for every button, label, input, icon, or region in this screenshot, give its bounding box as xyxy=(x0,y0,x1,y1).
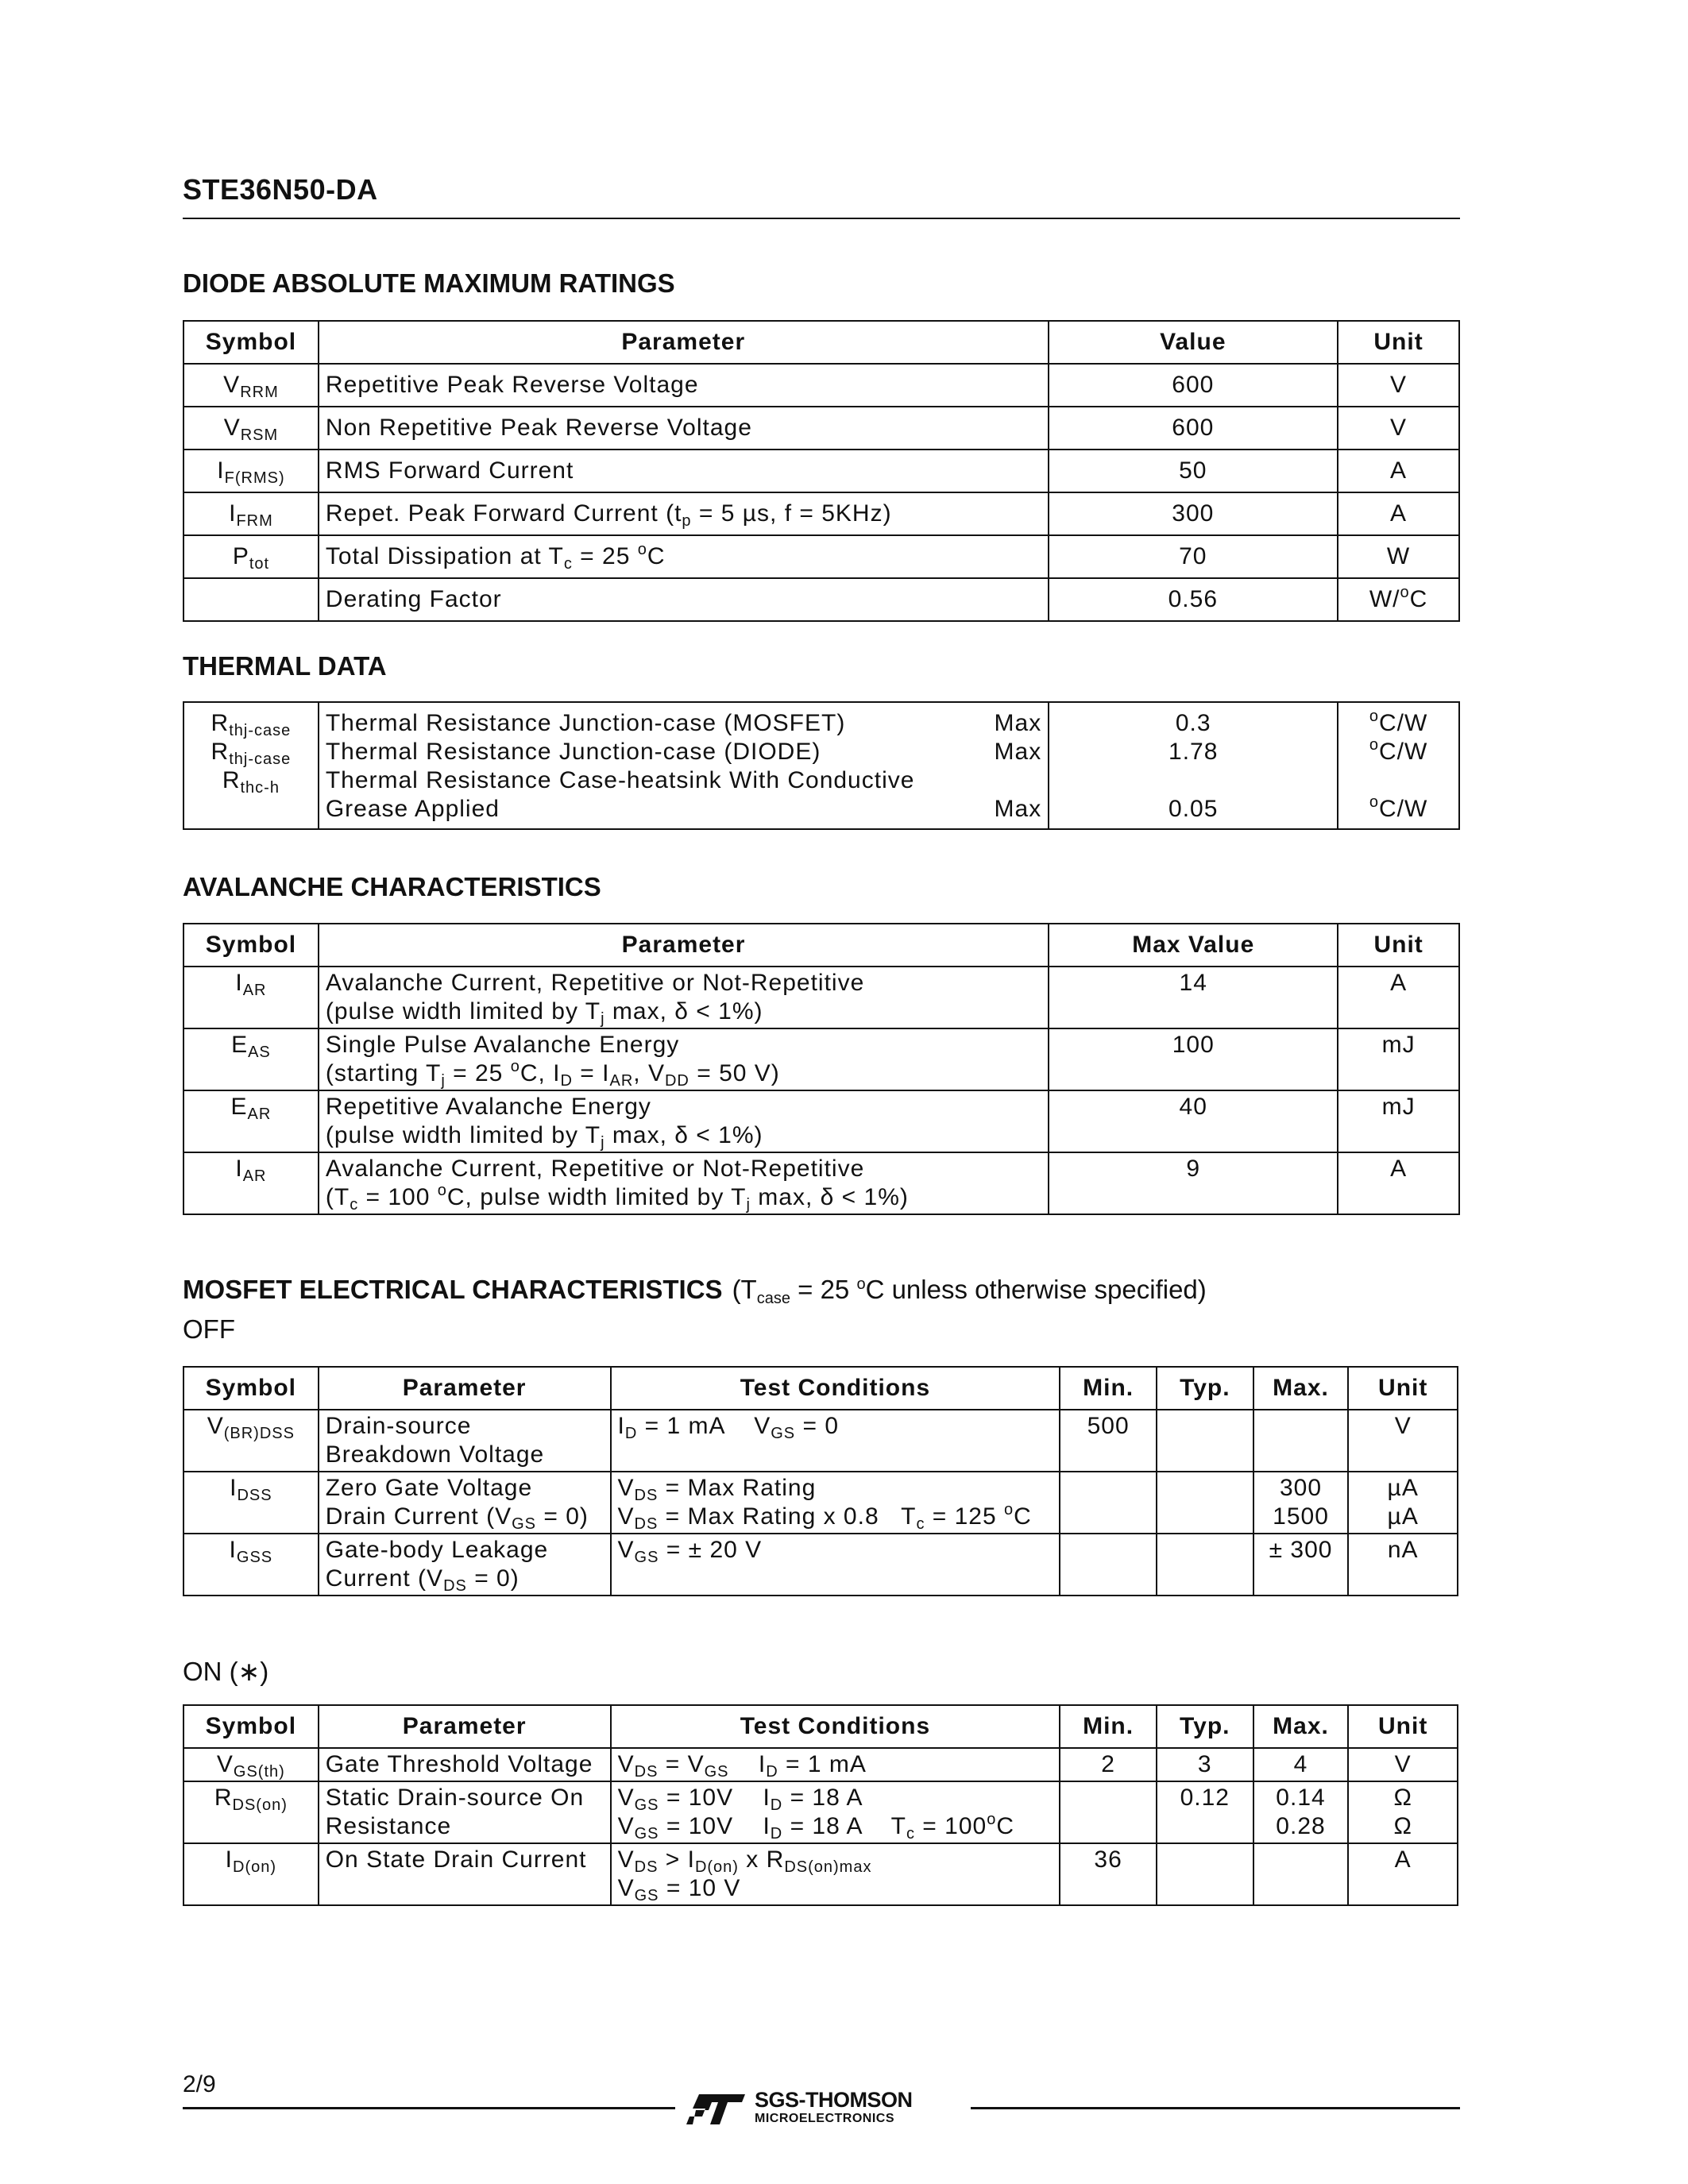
table-header-row xyxy=(183,1705,1458,1748)
table-row xyxy=(183,1843,1458,1905)
avalanche-table xyxy=(183,923,1460,1215)
mosfet-electrical-title: MOSFET ELECTRICAL CHARACTERISTICS ($T_{case} = 25$ $^o$C unless otherwise specified) xyxy=(183,1275,1207,1307)
col-max-value: Max Value xyxy=(1049,924,1338,967)
unit-cell: V xyxy=(1348,1410,1458,1472)
typ-cell xyxy=(1157,1534,1253,1596)
unit-cell: mJ xyxy=(1338,1028,1459,1090)
min-cell xyxy=(1060,1472,1157,1534)
unit-cell: mJ xyxy=(1338,1090,1459,1152)
parameter-cell: Static Drain-source On Resistance xyxy=(319,1781,611,1843)
value-cell: 14 xyxy=(1049,967,1338,1028)
unit-cell: V xyxy=(1348,1748,1458,1781)
min-cell: 36 xyxy=(1060,1843,1157,1905)
value-cell: 600 xyxy=(1049,364,1338,407)
test-condition-cell: $I_D = 1$ mA $V_{GS} = 0$ xyxy=(611,1410,1060,1472)
on-subtitle: ON (∗) xyxy=(183,1657,269,1686)
typ-cell: 0.12 xyxy=(1157,1781,1253,1843)
parameter-cell: Gate-body Leakage Current $(V_{DS} = 0)$ xyxy=(319,1534,611,1596)
unit-cell: A xyxy=(1338,450,1459,492)
col-min: Min. xyxy=(1060,1705,1157,1748)
diode-ratings-title: DIODE ABSOLUTE MAXIMUM RATINGS xyxy=(183,268,675,298)
col-min: Min. xyxy=(1060,1367,1157,1410)
symbol-cell: $I_{FRM}$ xyxy=(183,492,319,535)
col-unit: Unit xyxy=(1348,1367,1458,1410)
typ-cell: 3 xyxy=(1157,1748,1253,1781)
st-logo-icon xyxy=(685,2089,748,2129)
value-cell: 70 xyxy=(1049,535,1338,578)
table-row xyxy=(183,1152,1459,1214)
value-cell: 50 xyxy=(1049,450,1338,492)
symbol-cell xyxy=(183,578,319,621)
symbol-cell: $E_{AS}$ xyxy=(183,1028,319,1090)
footer-divider-right xyxy=(971,2107,1460,2109)
col-parameter: Parameter xyxy=(319,1705,611,1748)
table-row xyxy=(183,1534,1458,1596)
parameter-cell: Zero Gate Voltage Drain Current $(V_{GS} = 0)$ xyxy=(319,1472,611,1534)
parameter-cell: On State Drain Current xyxy=(319,1843,611,1905)
typ-cell xyxy=(1157,1843,1253,1905)
off-characteristics-table xyxy=(183,1366,1458,1596)
avalanche-title: AVALANCHE CHARACTERISTICS xyxy=(183,872,601,901)
min-cell xyxy=(1060,1534,1157,1596)
table-row xyxy=(183,407,1459,450)
test-condition-cell: $V_{GS} = 10V$ $I_D = 18$ A $V_{GS} = 10V$ $I_D = 18$ A $T_c = 100^oC$ xyxy=(611,1781,1060,1843)
col-parameter: Parameter xyxy=(319,1367,611,1410)
value-cell: 600 xyxy=(1049,407,1338,450)
value-cell: 300 xyxy=(1049,492,1338,535)
symbol-cell: $E_{AR}$ xyxy=(183,1090,319,1152)
company-name: SGS-THOMSON MICROELECTRONICS xyxy=(755,2088,913,2125)
footer-divider-left xyxy=(183,2107,675,2109)
table-row xyxy=(183,1781,1458,1843)
value-cell: 100 xyxy=(1049,1028,1338,1090)
unit-cell: W xyxy=(1338,535,1459,578)
table-row xyxy=(183,1410,1458,1472)
col-unit: Unit xyxy=(1338,924,1459,967)
test-condition-cell: $V_{DS} > I_{D(on)}$ x $R_{DS(on)max}$ $V_{GS} = 10$ V xyxy=(611,1843,1060,1905)
table-row xyxy=(183,1090,1459,1152)
table-row xyxy=(183,702,1459,829)
table-row xyxy=(183,450,1459,492)
col-max: Max. xyxy=(1253,1705,1349,1748)
max-cell: 4 xyxy=(1253,1748,1349,1781)
parameter-cell: Drain-source Breakdown Voltage xyxy=(319,1410,611,1472)
max-cell: 0.14 0.28 xyxy=(1253,1781,1349,1843)
symbol-cell: $I_{DSS}$ xyxy=(183,1472,319,1534)
unit-cell: V xyxy=(1338,364,1459,407)
unit-cell: $^o$C/W $^o$C/W $^o$C/W xyxy=(1338,702,1459,829)
symbol-cell: $I_{F(RMS)}$ xyxy=(183,450,319,492)
parameter-cell: Thermal Resistance Junction-case (MOSFET) Max Thermal Resistance Junction-case (DIODE) Max Thermal Resistance Case-heatsink With Conductive Grease Applied Max xyxy=(319,702,1049,829)
unit-cell: A xyxy=(1338,492,1459,535)
parameter-cell: Single Pulse Avalanche Energy (starting $T_j = 25$ $^o$C, $I_D = I_{AR}$, $V_{DD} = 50$ V) xyxy=(319,1028,1049,1090)
parameter-cell: Gate Threshold Voltage xyxy=(319,1748,611,1781)
parameter-cell: Repet. Peak Forward Current ($t_p = 5$ µs, f = 5KHz) xyxy=(319,492,1049,535)
table-header-row xyxy=(183,924,1459,967)
col-test-conditions: Test Conditions xyxy=(611,1367,1060,1410)
col-typ: Typ. xyxy=(1157,1367,1253,1410)
typ-cell xyxy=(1157,1472,1253,1534)
value-cell: 9 xyxy=(1049,1152,1338,1214)
col-parameter: Parameter xyxy=(319,924,1049,967)
off-subtitle: OFF xyxy=(183,1314,235,1344)
test-condition-note: ($T_{case} = 25$ $^o$C unless otherwise specified) xyxy=(732,1275,1207,1307)
diode-ratings-table xyxy=(183,320,1460,622)
col-symbol: Symbol xyxy=(183,1367,319,1410)
symbol-cell: $V_{RRM}$ xyxy=(183,364,319,407)
test-condition-cell: $V_{DS} = V_{GS}$ $I_D = 1$ mA xyxy=(611,1748,1060,1781)
parameter-cell: Derating Factor xyxy=(319,578,1049,621)
parameter-cell: Avalanche Current, Repetitive or Not-Repetitive ($T_c = 100$ $^o$C, pulse width limited by $T_j$ max, δ < 1%) xyxy=(319,1152,1049,1214)
document-title: STE36N50-DA xyxy=(183,173,378,206)
col-test-conditions: Test Conditions xyxy=(611,1705,1060,1748)
table-row xyxy=(183,492,1459,535)
on-characteristics-table xyxy=(183,1704,1458,1906)
table-header-row xyxy=(183,1367,1458,1410)
company-logo xyxy=(685,2086,963,2133)
col-max: Max. xyxy=(1253,1367,1349,1410)
col-unit: Unit xyxy=(1348,1705,1458,1748)
unit-cell: µA µA xyxy=(1348,1472,1458,1534)
symbol-cell: $R_{DS(on)}$ xyxy=(183,1781,319,1843)
symbol-cell: $I_{AR}$ xyxy=(183,1152,319,1214)
symbol-cell: $V_{(BR)DSS}$ xyxy=(183,1410,319,1472)
unit-cell: A xyxy=(1338,1152,1459,1214)
symbol-cell: $I_{GSS}$ xyxy=(183,1534,319,1596)
thermal-data-title: THERMAL DATA xyxy=(183,651,387,681)
col-typ: Typ. xyxy=(1157,1705,1253,1748)
table-row xyxy=(183,1472,1458,1534)
col-symbol: Symbol xyxy=(183,924,319,967)
table-header-row xyxy=(183,321,1459,364)
table-row xyxy=(183,578,1459,621)
test-condition-cell: $V_{DS}$ = Max Rating $V_{DS}$ = Max Rating x 0.8 $T_c = 125$ $^o$C xyxy=(611,1472,1060,1534)
table-row xyxy=(183,535,1459,578)
symbol-cell: $I_{AR}$ xyxy=(183,967,319,1028)
unit-cell: nA xyxy=(1348,1534,1458,1596)
thermal-data-table xyxy=(183,701,1460,830)
max-cell: ± 300 xyxy=(1253,1534,1349,1596)
typ-cell xyxy=(1157,1410,1253,1472)
value-cell: 40 xyxy=(1049,1090,1338,1152)
page-number: 2/9 xyxy=(183,2071,216,2097)
symbol-cell: $R_{thj-case}$ $R_{thj-case}$ $R_{thc-h}$ xyxy=(183,702,319,829)
parameter-cell: RMS Forward Current xyxy=(319,450,1049,492)
unit-cell: V xyxy=(1338,407,1459,450)
unit-cell: A xyxy=(1338,967,1459,1028)
parameter-cell: Repetitive Avalanche Energy (pulse width limited by $T_j$ max, δ < 1%) xyxy=(319,1090,1049,1152)
col-unit: Unit xyxy=(1338,321,1459,364)
symbol-cell: $P_{tot}$ xyxy=(183,535,319,578)
min-cell: 500 xyxy=(1060,1410,1157,1472)
test-condition-cell: $V_{GS}$ = ± 20 V xyxy=(611,1534,1060,1596)
table-row xyxy=(183,1028,1459,1090)
parameter-cell: Total Dissipation at $T_c = 25$ $^o$C xyxy=(319,535,1049,578)
symbol-cell: $V_{GS(th)}$ xyxy=(183,1748,319,1781)
symbol-cell: $I_{D(on)}$ xyxy=(183,1843,319,1905)
table-row xyxy=(183,364,1459,407)
value-cell: 0.56 xyxy=(1049,578,1338,621)
symbol-cell: $V_{RSM}$ xyxy=(183,407,319,450)
min-cell xyxy=(1060,1781,1157,1843)
value-cell: 0.3 1.78 0.05 xyxy=(1049,702,1338,829)
col-symbol: Symbol xyxy=(183,1705,319,1748)
col-parameter: Parameter xyxy=(319,321,1049,364)
min-cell: 2 xyxy=(1060,1748,1157,1781)
unit-cell: Ω Ω xyxy=(1348,1781,1458,1843)
table-row xyxy=(183,967,1459,1028)
parameter-cell: Repetitive Peak Reverse Voltage xyxy=(319,364,1049,407)
col-symbol: Symbol xyxy=(183,321,319,364)
header-divider xyxy=(183,218,1460,219)
table-row xyxy=(183,1748,1458,1781)
parameter-cell: Avalanche Current, Repetitive or Not-Repetitive (pulse width limited by $T_j$ max, δ < 1%) xyxy=(319,967,1049,1028)
max-cell: 300 1500 xyxy=(1253,1472,1349,1534)
unit-cell: W/$^o$C xyxy=(1338,578,1459,621)
max-cell xyxy=(1253,1410,1349,1472)
max-cell xyxy=(1253,1843,1349,1905)
col-value: Value xyxy=(1049,321,1338,364)
parameter-cell: Non Repetitive Peak Reverse Voltage xyxy=(319,407,1049,450)
unit-cell: A xyxy=(1348,1843,1458,1905)
